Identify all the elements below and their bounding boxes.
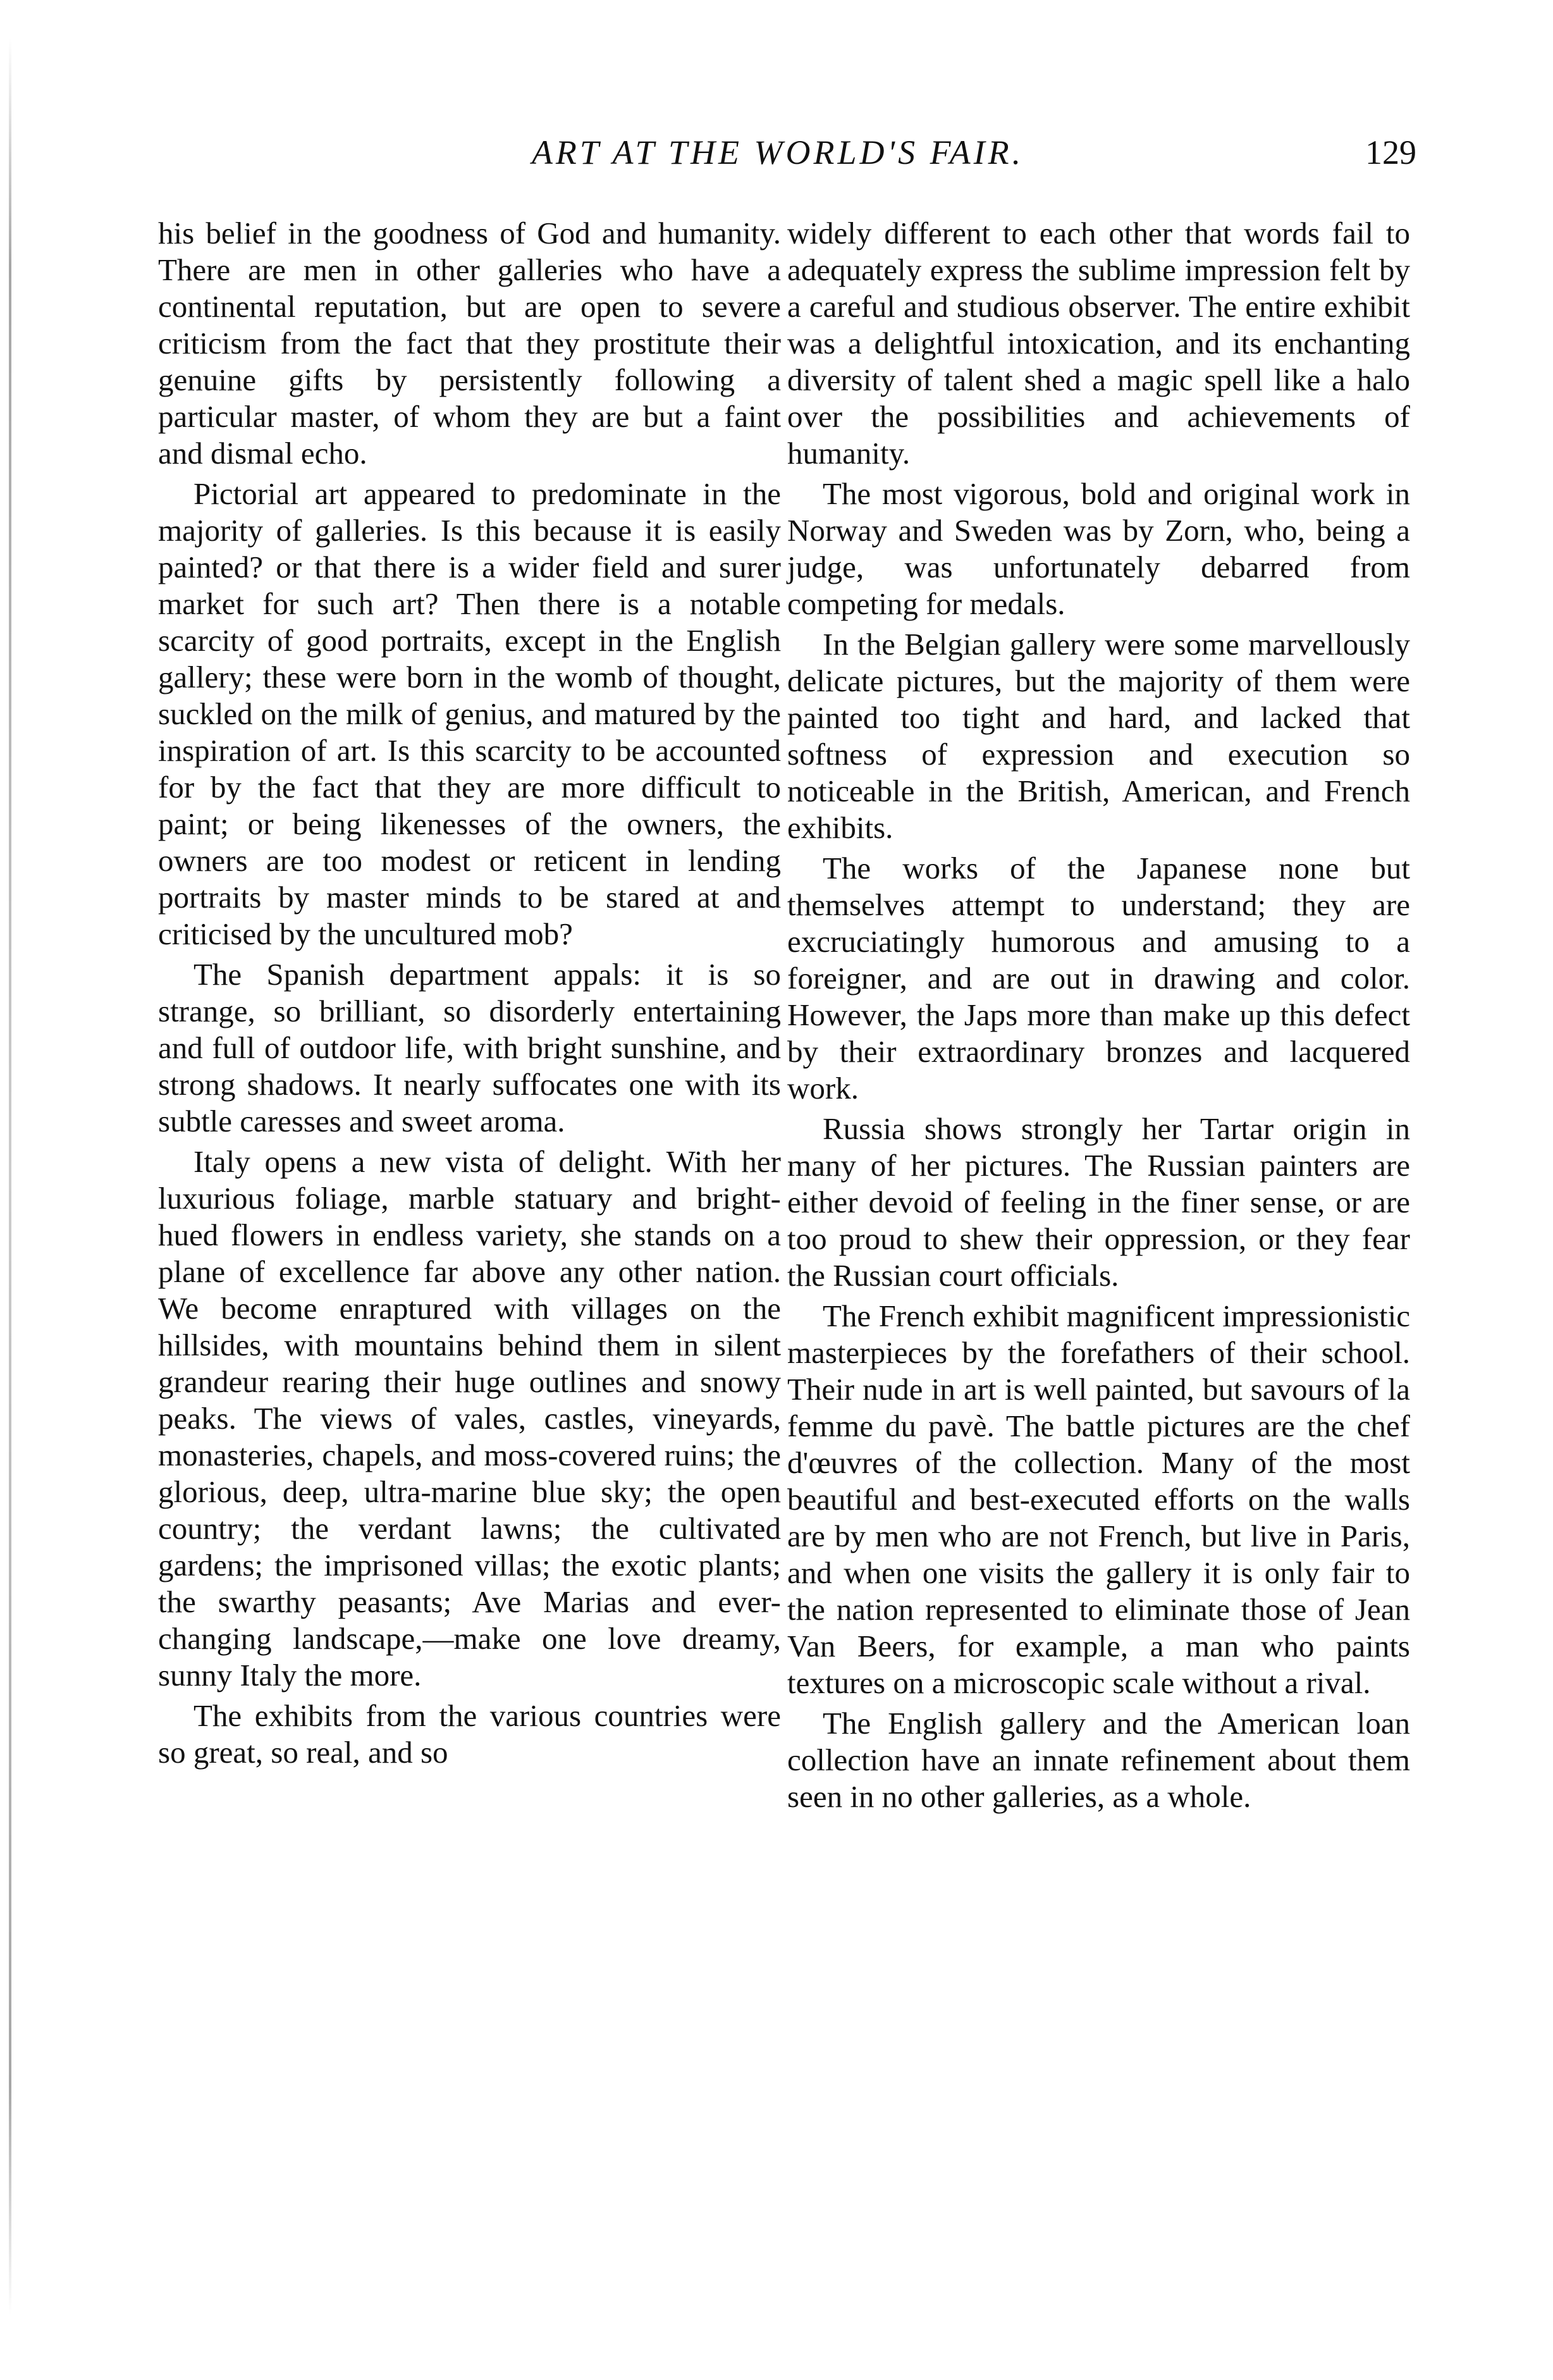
paragraph: The works of the Japanese none but themselves attempt to understand; they are excruciatingly humorous and amusing to a foreigner, and are out in drawing and color. However, the Japs more than make up this defect by their extraordinary bronzes and lacquered work. bbox=[787, 851, 1410, 1106]
running-title: ART AT THE WORLD'S FAIR. bbox=[531, 133, 1024, 171]
paragraph: The Spanish department appals: it is so strange, so brilliant, so disorderly entertaining and full of outdoor life, with bright sunshine, and strong shadows. It nearly suffocates one with its subtle caresses and sweet aroma. bbox=[158, 957, 781, 1138]
paragraph: The English gallery and the American loan collection have an innate refinement about them seen in no other galleries, as a whole. bbox=[787, 1706, 1410, 1814]
paragraph: Italy opens a new vista of delight. With her luxurious foliage, marble statuary and bright-hued flowers in endless variety, she stands on a plane of excellence far above any other nation. We become enraptured with villages on the hillsides, with mountains behind them in silent grandeur rearing their huge outlines and snowy peaks. The views of vales, castles, vineyards, monasteries, chapels, and moss-covered ruins; the glorious, deep, ultra-marine blue sky; the open country; the verdant lawns; the cultivated gardens; the imprisoned villas; the exotic plants; the swarthy peasants; Ave Marias and ever-changing landscape,—make one love dreamy, sunny Italy the more. bbox=[158, 1144, 781, 1693]
paragraph: The exhibits from the various countries were so great, so real, and so bbox=[158, 1698, 781, 1770]
paragraph: widely different to each other that words fail to adequately express the sublime impression felt by a careful and studious observer. The entire exhibit was a delightful intoxication, and its enchanting diversity of talent shed a magic spell like a halo over the possibilities and achievements of humanity. bbox=[787, 216, 1410, 471]
paragraph: The most vigorous, bold and original work in Norway and Sweden was by Zorn, who, being a judge, was unfortunately debarred from competing for medals. bbox=[787, 476, 1410, 621]
paragraph: Russia shows strongly her Tartar origin in many of her pictures. The Russian painters are either devoid of feeling in the finer sense, or are too proud to shew their oppression, or they fear the Russian court officials. bbox=[787, 1111, 1410, 1293]
page-edge-shadow bbox=[9, 38, 11, 2315]
paragraph: The French exhibit magnificent impressionistic masterpieces by the forefathers of their school. Their nude in art is well painted, but savours of la femme du pavè. The battle pictures are the chef d'œuvres of the collection. Many of the most beautiful and best-executed efforts on the walls are by men who are not French, but live in Paris, and when one visits the gallery it is only fair to the nation represented to eliminate those of Jean Van Beers, for example, a man who paints textures on a microscopic scale without a rival. bbox=[787, 1298, 1410, 1700]
paragraph: his belief in the goodness of God and humanity. There are men in other galleries who have a continental reputation, but are open to severe criticism from the fact that they prostitute their genuine gifts by persistently following a particular master, of whom they are but a faint and dismal echo. bbox=[158, 216, 781, 471]
page-number: 129 bbox=[1365, 133, 1416, 171]
paragraph: Pictorial art appeared to predominate in the majority of galleries. Is this because it is easily painted? or that there is a wider field and surer market for such art? Then there is a notable scarcity of good portraits, except in the English gallery; these were born in the womb of thought, suckled on the milk of genius, and matured by the inspiration of art. Is this scarcity to be accounted for by the fact that they are more difficult to paint; or being likenesses of the owners, the owners are too modest or reticent in lending portraits by master minds to be stared at and criticised by the uncultured mob? bbox=[158, 476, 781, 951]
left-column bbox=[158, 215, 781, 1775]
right-column bbox=[787, 215, 1410, 1819]
paragraph: In the Belgian gallery were some marvellously delicate pictures, but the majority of them were painted too tight and hard, and lacked that softness of expression and execution so noticeable in the British, American, and French exhibits. bbox=[787, 627, 1410, 845]
